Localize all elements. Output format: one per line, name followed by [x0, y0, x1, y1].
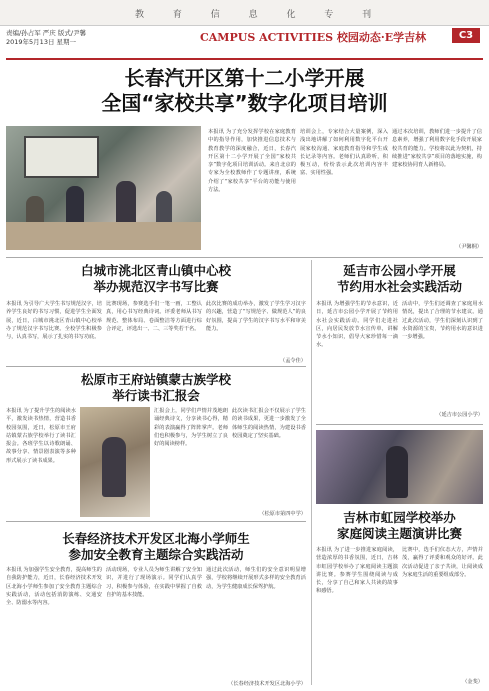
article-e-headline-line2: 家庭阅读主题演讲比赛 [336, 525, 462, 541]
editor-credits: 责编/孙占军 严庆 版式/尹馨 [6, 29, 87, 37]
speech-contest-photo [316, 430, 483, 504]
main-article-col1: 本报讯 为了充分发挥学校在家庭教育中的指导作用，加快推进信息技术与教育教学的深度融合，近日，长春汽开区第十二小学开展了全国“家校共享”数字化项目培训活动。来自北京的专家为全校教师作了专题讲座，系统介绍了“家校共享”平台的功能与使用方法。 [208, 129, 296, 194]
article-b-col1: 本报讯 为了提升学生的阅读水平，激发读书热情，营造书香校园氛围，近日，松原市王府站镇蒙古族学校举行了读书汇报会。各班学生以诗歌朗诵、故事分享、情景剧表演等多种形式展示了读书成果。 [6, 408, 76, 464]
section-divider [6, 366, 306, 367]
training-photo [6, 126, 201, 250]
article-d-col1: 本报讯 为加强学生安全教育，提高师生的自我防护能力，近日，长春经济技术开发区北海小学师生参加了安全教育主题综合实践活动，活动包括消防演练、交通安全、防溺水等内容。 [6, 567, 102, 607]
article-a-signature: （孟令佳） [280, 358, 306, 364]
speaker-figure [102, 437, 126, 497]
article-b-headline [6, 372, 306, 403]
main-headline-line2: 全国“家校共享”数字化项目培训 [101, 91, 388, 115]
article-e-headline [316, 510, 483, 541]
main-article-signature: （尹馨桐） [456, 244, 482, 250]
article-a-headline [6, 263, 306, 294]
reading-event-photo [80, 407, 150, 517]
article-c-col2: 活动中，学生们还调查了家庭用水情况，提出了合理的节水建议。通过此次活动，学生们深刻认识到了水资源的宝贵，节约用水的意识进一步增强。 [402, 301, 483, 341]
article-c-signature: （延吉市公园小学） [436, 412, 483, 418]
article-e-headline-line1: 吉林市虹园学校举办 [343, 510, 456, 525]
main-article-col2: 培训会上，专家结合大量案例，深入浅出地讲解了如何利用数字化平台开展家校沟通、家庭教育指导和学生成长记录等内容。老师们认真聆听，积极互动，纷纷表示此次培训内容丰富、实用性强。 [300, 129, 388, 177]
person-figure [66, 186, 84, 226]
header-rule [6, 58, 483, 60]
section-divider [316, 424, 483, 425]
section-title: CAMPUS ACTIVITIES 校园动态·E学吉林 [200, 31, 427, 44]
section-divider [6, 521, 306, 522]
masthead [0, 26, 489, 60]
article-c-col1: 本报讯 为增强学生的节水意识，近日，延吉市公园小学开展了节约用水社会实践活动。同学们走进社区，向居民发放节水宣传单，讲解节水小知识，倡导大家珍惜每一滴水。 [316, 301, 398, 349]
article-b-col3: 此次读书汇报会不仅展示了学生的读书成果，更进一步激发了全体师生的阅读热情，为建设书香校园奠定了坚实基础。 [232, 408, 306, 439]
issue-date: 2019年5月13日 星期一 [6, 38, 77, 46]
article-b-headline-line1: 松原市王府站镇蒙古族学校 [80, 372, 231, 387]
article-a-headline-line2: 举办规范汉字书写比赛 [93, 278, 219, 294]
main-headline-line1: 长春汽开区第十二小学开展 [124, 66, 365, 90]
projector-screen [24, 136, 99, 178]
column-name: 教 育 信 息 化 专 刊 [135, 10, 385, 20]
section-divider [6, 257, 483, 258]
article-d-headline-line2: 参加安全教育主题综合实践活动 [68, 546, 244, 562]
student-speaker-figure [386, 446, 408, 498]
article-d-col3: 通过此次活动，师生们的安全意识明显增强，学校将继续开展形式多样的安全教育活动，为学生健康成长保驾护航。 [206, 567, 306, 590]
column-banner [0, 0, 489, 26]
article-a-col1: 本报讯 为引导广大学生书写规范汉字，培养学生良好的书写习惯，促进学生全面发展，近日，白城市洮北区青山镇中心校举办了规范汉字书写比赛。全校学生积极参与，认真书写，展示了扎实的书写功底。 [6, 301, 102, 341]
article-c-headline [316, 263, 483, 294]
main-article-col3: 通过本次培训，教师们进一步提升了信息素养，增强了利用数字化手段开展家校共育的能力。学校将以此为契机，持续推进“家校共享”项目的落地实施，构建家校协同育人新格局。 [392, 129, 482, 169]
article-b-headline-line2: 举行读书汇报会 [112, 387, 200, 403]
article-b-signature: （松原市第四中学） [259, 511, 306, 517]
article-c-headline-line1: 延吉市公园小学开展 [343, 263, 456, 278]
meeting-table [6, 222, 201, 250]
article-a-headline-line1: 白城市洮北区青山镇中心校 [80, 263, 231, 278]
article-c-headline-line2: 节约用水社会实践活动 [336, 278, 462, 294]
column-divider [311, 260, 312, 685]
article-e-col2: 比赛中，选手们仪态大方，声情并茂，赢得了评委和观众的好评。此次活动促进了亲子共读，让阅读成为家庭生活的重要组成部分。 [402, 547, 483, 578]
article-d-signature: （长春经济技术开发区北海小学） [228, 681, 306, 687]
article-b-col2: 汇报会上，同学们声情并茂地朗诵经典诗文，分享读书心得，精彩的表演赢得了阵阵掌声。老师们也积极参与，为学生树立了良好的阅读榜样。 [154, 408, 228, 448]
article-e-signature: （金斐） [462, 679, 483, 685]
article-e-col1: 本报讯 为了进一步推进家庭阅读，营造浓厚的书香氛围，近日，吉林市虹园学校举办了家庭阅读主题演讲比赛。参赛学生围绕阅读与成长，分享了自己和家人共读的故事和感悟。 [316, 547, 398, 595]
article-d-col2: 活动现场，专业人员为师生讲解了安全知识，并进行了现场演示。同学们认真学习，积极参与体验，在实践中掌握了自救自护的基本技能。 [106, 567, 202, 598]
article-a-col3: 此次比赛的成功举办，激发了学生学习汉字的兴趣，营造了“写规范字、做规范人”的良好氛围，提高了学生的汉字书写水平和审美能力。 [206, 301, 306, 332]
article-d-headline-line1: 长春经济技术开发区北海小学师生 [62, 531, 250, 546]
main-headline [0, 66, 489, 116]
masthead-info [6, 29, 86, 47]
article-a-col2: 比赛现场，参赛选手们一笔一画，工整认真，用心书写经典诗词。评委老师从书写规范、整体布局、卷面整洁等方面进行综合评定，评选出一、二、三等奖若干名。 [106, 301, 202, 332]
article-d-headline [6, 531, 306, 562]
page-number: C3 [452, 28, 480, 43]
